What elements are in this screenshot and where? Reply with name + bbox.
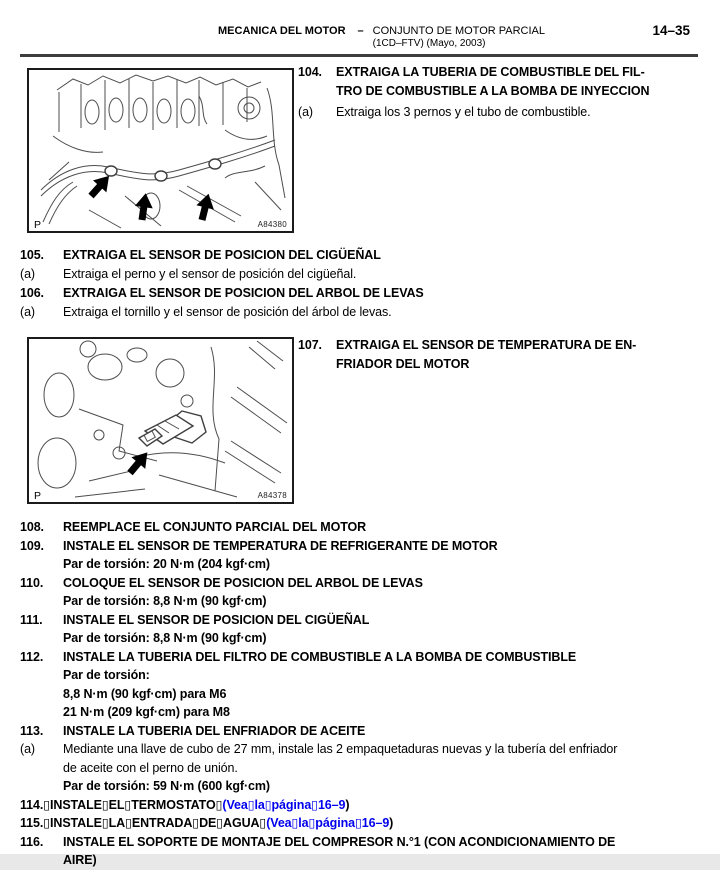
- step-105-title: EXTRAIGA EL SENSOR DE POSICION DEL CIGÜEÑAL: [63, 248, 381, 262]
- figure1-corner-label: P: [34, 219, 42, 231]
- step-112-torque-m6: 8,8 N·m (90 kgf·cm) para M6: [63, 686, 227, 701]
- step-111-title: INSTALE EL SENSOR DE POSICION DEL CIGÜEÑAL: [63, 612, 370, 627]
- step-112-torque-label: Par de torsión:: [63, 668, 150, 682]
- page-header: [218, 25, 545, 50]
- step-107: [298, 336, 713, 373]
- step-111-torque-row: [20, 629, 717, 648]
- step-109-number: 109.: [20, 538, 44, 553]
- step-114-page-link[interactable]: (Vea▯la▯página▯16–9: [222, 797, 346, 812]
- step-115-suffix: ): [389, 816, 394, 830]
- step-116-title-line2: AIRE): [63, 853, 97, 867]
- step-112-title-row: [20, 648, 717, 667]
- step-106-title-row: [20, 284, 715, 303]
- figure2-corner-label: P: [34, 490, 42, 502]
- step-108-title-row: [20, 518, 717, 537]
- step-104: [298, 63, 713, 122]
- steps-105-106: [20, 246, 715, 322]
- step-113-substep-row2: [20, 759, 717, 778]
- step-113-title: INSTALE LA TUBERIA DEL ENFRIADOR DE ACEITE: [63, 723, 366, 738]
- step-107-title-line1: EXTRAIGA EL SENSOR DE TEMPERATURA DE EN-: [336, 338, 637, 352]
- step-113-torque: Par de torsión: 59 N·m (600 kgf·cm): [63, 779, 270, 793]
- step-112-torque-m8: 21 N·m (209 kgf·cm) para M8: [63, 705, 230, 719]
- step-109-title: INSTALE EL SENSOR DE TEMPERATURA DE REFRIGERANTE DE MOTOR: [63, 538, 498, 553]
- step-116-title-line1: INSTALE EL SOPORTE DE MONTAJE DEL COMPRESOR N.°1 (CON ACONDICIONAMIENTO DE: [63, 834, 616, 849]
- header-subsection-title: CONJUNTO DE MOTOR PARCIAL: [372, 25, 546, 37]
- step-111-number: 111.: [20, 612, 43, 627]
- step-104-number: 104.: [298, 65, 322, 79]
- step-110-number: 110.: [20, 575, 44, 590]
- engine-fuel-pipe-illustration: [29, 70, 292, 231]
- step-104-title-line1: EXTRAIGA LA TUBERIA DE COMBUSTIBLE DEL FIL-: [336, 65, 645, 79]
- step-113-torque-row: [20, 777, 717, 796]
- step-105-number: 105.: [20, 248, 44, 262]
- step-104-substep-label: (a): [298, 105, 313, 119]
- step-116-number: 116.: [20, 834, 44, 849]
- step-107-title-row: [298, 336, 713, 355]
- steps-108-116: [20, 518, 717, 870]
- step-113-substep-line2: de aceite con el perno de unión.: [63, 760, 238, 775]
- step-106-number: 106.: [20, 286, 44, 300]
- step-114-text: 114.▯INSTALE▯EL▯TERMOSTATO▯: [20, 797, 223, 812]
- step-112-torque-row3: [20, 703, 717, 722]
- step-109-torque: Par de torsión: 20 N·m (204 kgf·cm): [63, 557, 270, 571]
- step-109-torque-row: [20, 555, 717, 574]
- step-105-title-row: [20, 246, 715, 265]
- step-112-number: 112.: [20, 649, 44, 664]
- step-116-title-row: [20, 833, 717, 852]
- step-113-title-row: [20, 722, 717, 741]
- step-104-title-line2: TRO DE COMBUSTIBLE A LA BOMBA DE INYECCION: [336, 83, 650, 98]
- step-115-page-link[interactable]: (Vea▯la▯página▯16–9: [266, 816, 390, 830]
- step-107-title-line2: FRIADOR DEL MOTOR: [336, 356, 470, 371]
- figure-temp-sensor: [27, 337, 294, 504]
- step-112-torque-row2: [20, 685, 717, 704]
- step-105-substep-text: Extraiga el perno y el sensor de posición del cigüeñal.: [63, 267, 357, 281]
- step-104-substep: [298, 103, 713, 122]
- step-110-title: COLOQUE EL SENSOR DE POSICION DEL ARBOL DE LEVAS: [63, 575, 423, 590]
- step-106-substep: [20, 303, 715, 322]
- step-112-torque-row1: [20, 666, 717, 685]
- engine-temp-sensor-illustration: [29, 339, 292, 502]
- header-separator: –: [357, 25, 364, 37]
- step-114-row: [20, 796, 717, 815]
- step-105-substep-label: (a): [20, 267, 35, 281]
- step-106-title: EXTRAIGA EL SENSOR DE POSICION DEL ARBOL DE LEVAS: [63, 286, 424, 300]
- step-108-number: 108.: [20, 520, 44, 534]
- step-115-row: [20, 814, 717, 833]
- header-subsection: [373, 25, 545, 50]
- step-110-torque-row: [20, 592, 717, 611]
- step-106-substep-label: (a): [20, 305, 35, 319]
- step-116-title-row2: [20, 851, 717, 870]
- page-number: 14–35: [652, 23, 690, 38]
- step-107-number: 107.: [298, 338, 322, 352]
- step-107-title-row2: [298, 355, 713, 374]
- step-110-title-row: [20, 574, 717, 593]
- step-113-substep-label: (a): [20, 742, 35, 756]
- step-105-substep: [20, 265, 715, 284]
- step-104-title-row2: [298, 82, 713, 101]
- figure-fuel-pipe: [27, 68, 294, 233]
- step-111-title-row: [20, 611, 717, 630]
- step-110-torque: Par de torsión: 8,8 N·m (90 kgf·cm): [63, 594, 267, 608]
- figure1-id: A84380: [257, 220, 287, 229]
- step-106-substep-text: Extraiga el tornillo y el sensor de posición del árbol de levas.: [63, 305, 392, 319]
- step-108-title: REEMPLACE EL CONJUNTO PARCIAL DEL MOTOR: [63, 520, 367, 534]
- step-115-text: 115.▯INSTALE▯LA▯ENTRADA▯DE▯AGUA▯: [20, 816, 267, 830]
- step-113-number: 113.: [20, 723, 44, 738]
- step-109-title-row: [20, 537, 717, 556]
- step-104-title-row: [298, 63, 713, 82]
- step-111-torque: Par de torsión: 8,8 N·m (90 kgf·cm): [63, 631, 267, 645]
- step-113-substep-line1: Mediante una llave de cubo de 27 mm, instale las 2 empaquetaduras nuevas y la tubería del enfriador: [63, 742, 618, 756]
- header-section-title: MECANICA DEL MOTOR: [218, 25, 346, 37]
- step-114-suffix: ): [345, 797, 350, 812]
- step-113-substep-row1: [20, 740, 717, 759]
- step-104-substep-text: Extraiga los 3 pernos y el tubo de combustible.: [336, 105, 591, 119]
- header-subsection-detail: (1CD–FTV) (Mayo, 2003): [372, 37, 486, 49]
- step-112-title: INSTALE LA TUBERIA DEL FILTRO DE COMBUSTIBLE A LA BOMBA DE COMBUSTIBLE: [63, 649, 577, 664]
- figure2-id: A84378: [257, 491, 287, 500]
- header-divider: [20, 54, 698, 57]
